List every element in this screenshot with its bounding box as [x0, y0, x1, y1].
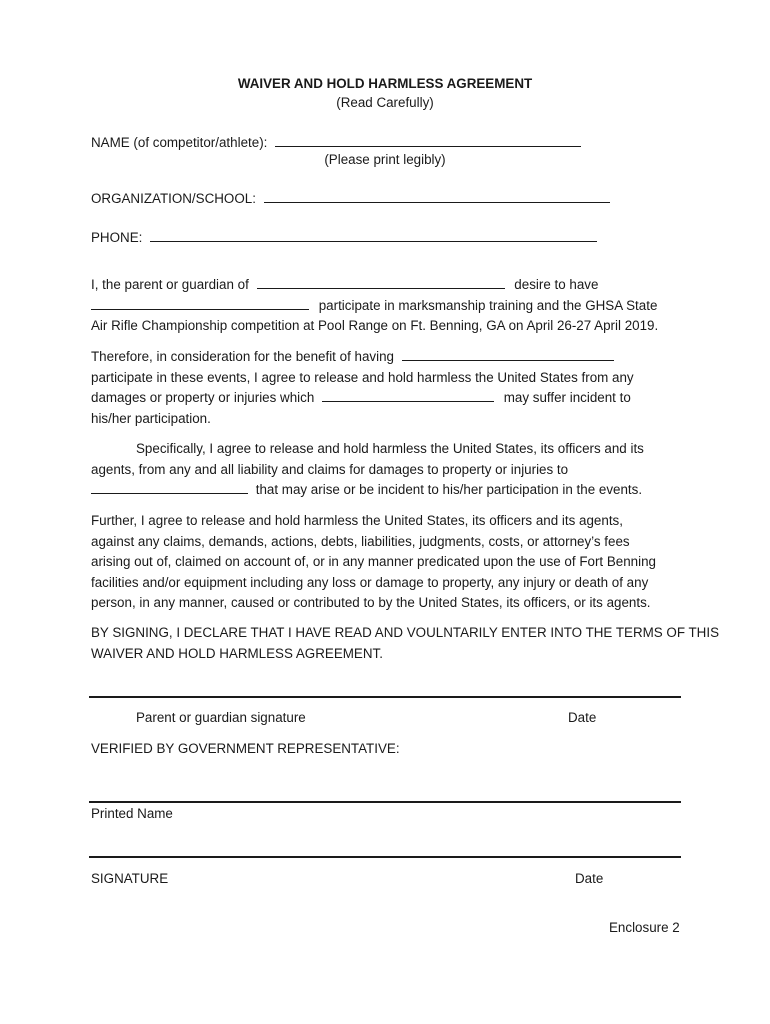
phone-field-label: PHONE: — [91, 230, 143, 245]
paragraph-line: Specifically, I agree to release and hold harmless the United States, its officers and its — [136, 441, 644, 456]
paragraph-text: participate in marksmanship training and the GHSA State — [318, 297, 658, 313]
paragraph-line: his/her participation. — [91, 410, 211, 426]
organization-field-blank[interactable] — [264, 189, 610, 203]
paragraph-line: agents, from any and all liability and claims for damages to property or injuries to — [91, 461, 569, 477]
paragraph-text: damages or property or injuries which — [91, 390, 315, 405]
paragraph-line: against any claims, demands, actions, debts, liabilities, judgments, costs, or attorney’s fees — [91, 533, 630, 549]
paragraph-text: that may arise or be incident to his/her participation in the events. — [255, 482, 643, 497]
paragraph-line — [91, 480, 681, 501]
paragraph-specifically — [91, 439, 681, 501]
enclosure-label: Enclosure 2 — [609, 920, 680, 935]
paragraph-line — [91, 275, 681, 296]
paragraph-line: facilities and/or equipment including any loss or damage to property, any injury or death of any — [91, 574, 649, 590]
paragraph-line — [91, 296, 681, 317]
phone-field-row — [91, 228, 597, 245]
paragraph-release — [91, 347, 681, 429]
paragraph-line — [91, 347, 681, 368]
signature-label: SIGNATURE — [91, 871, 169, 886]
parent-signature-line[interactable] — [89, 696, 681, 698]
document-subtitle: (Read Carefully) — [336, 95, 434, 110]
paragraph-consent — [91, 275, 681, 337]
paragraph-line — [91, 388, 681, 409]
paragraph-line: arising out of, claimed on account of, or in any manner predicated upon the use of Fort Benning — [91, 554, 656, 569]
paragraph-further — [91, 511, 681, 614]
name-field-row — [91, 133, 581, 150]
name-field-hint: (Please print legibly) — [324, 152, 446, 167]
injuries-to-blank[interactable] — [91, 480, 248, 494]
paragraph-line: WAIVER AND HOLD HARMLESS AGREEMENT. — [91, 645, 383, 661]
paragraph-declaration — [91, 623, 720, 664]
having-blank[interactable] — [402, 347, 614, 361]
paragraph-line: Further, I agree to release and hold harmless the United States, its officers and its agents, — [91, 513, 623, 528]
date-label: Date — [568, 710, 597, 725]
printed-name-label: Printed Name — [91, 806, 173, 821]
document-title: WAIVER AND HOLD HARMLESS AGREEMENT — [237, 76, 533, 91]
organization-field-row — [91, 189, 610, 206]
printed-name-line[interactable] — [89, 801, 681, 803]
paragraph-line: Air Rifle Championship competition at Pool Range on Ft. Benning, GA on April 26-27 April 2019. — [91, 318, 659, 333]
participant-name-blank[interactable] — [91, 296, 309, 310]
paragraph-line: participate in these events, I agree to release and hold harmless the United States from any — [91, 369, 634, 385]
verified-by-label: VERIFIED BY GOVERNMENT REPRESENTATIVE: — [91, 741, 400, 756]
guardian-of-blank[interactable] — [257, 275, 505, 289]
paragraph-text: desire to have — [514, 277, 599, 292]
organization-field-label: ORGANIZATION/SCHOOL: — [91, 191, 256, 206]
parent-signature-label: Parent or guardian signature — [136, 710, 306, 725]
paragraph-text: may suffer incident to — [503, 390, 631, 405]
phone-field-blank[interactable] — [150, 228, 597, 242]
paragraph-text: Therefore, in consideration for the benefit of having — [91, 349, 394, 364]
name-field-blank[interactable] — [275, 133, 581, 147]
signature-line[interactable] — [89, 856, 681, 858]
paragraph-line: person, in any manner, caused or contributed to by the United States, its officers, or its agents. — [91, 595, 651, 610]
date-label: Date — [575, 871, 604, 886]
paragraph-text: I, the parent or guardian of — [91, 277, 249, 292]
name-field-label: NAME (of competitor/athlete): — [91, 135, 268, 150]
injuries-which-blank[interactable] — [322, 388, 494, 402]
paragraph-line: BY SIGNING, I DECLARE THAT I HAVE READ AND VOULNTARILY ENTER INTO THE TERMS OF THIS — [91, 625, 720, 640]
